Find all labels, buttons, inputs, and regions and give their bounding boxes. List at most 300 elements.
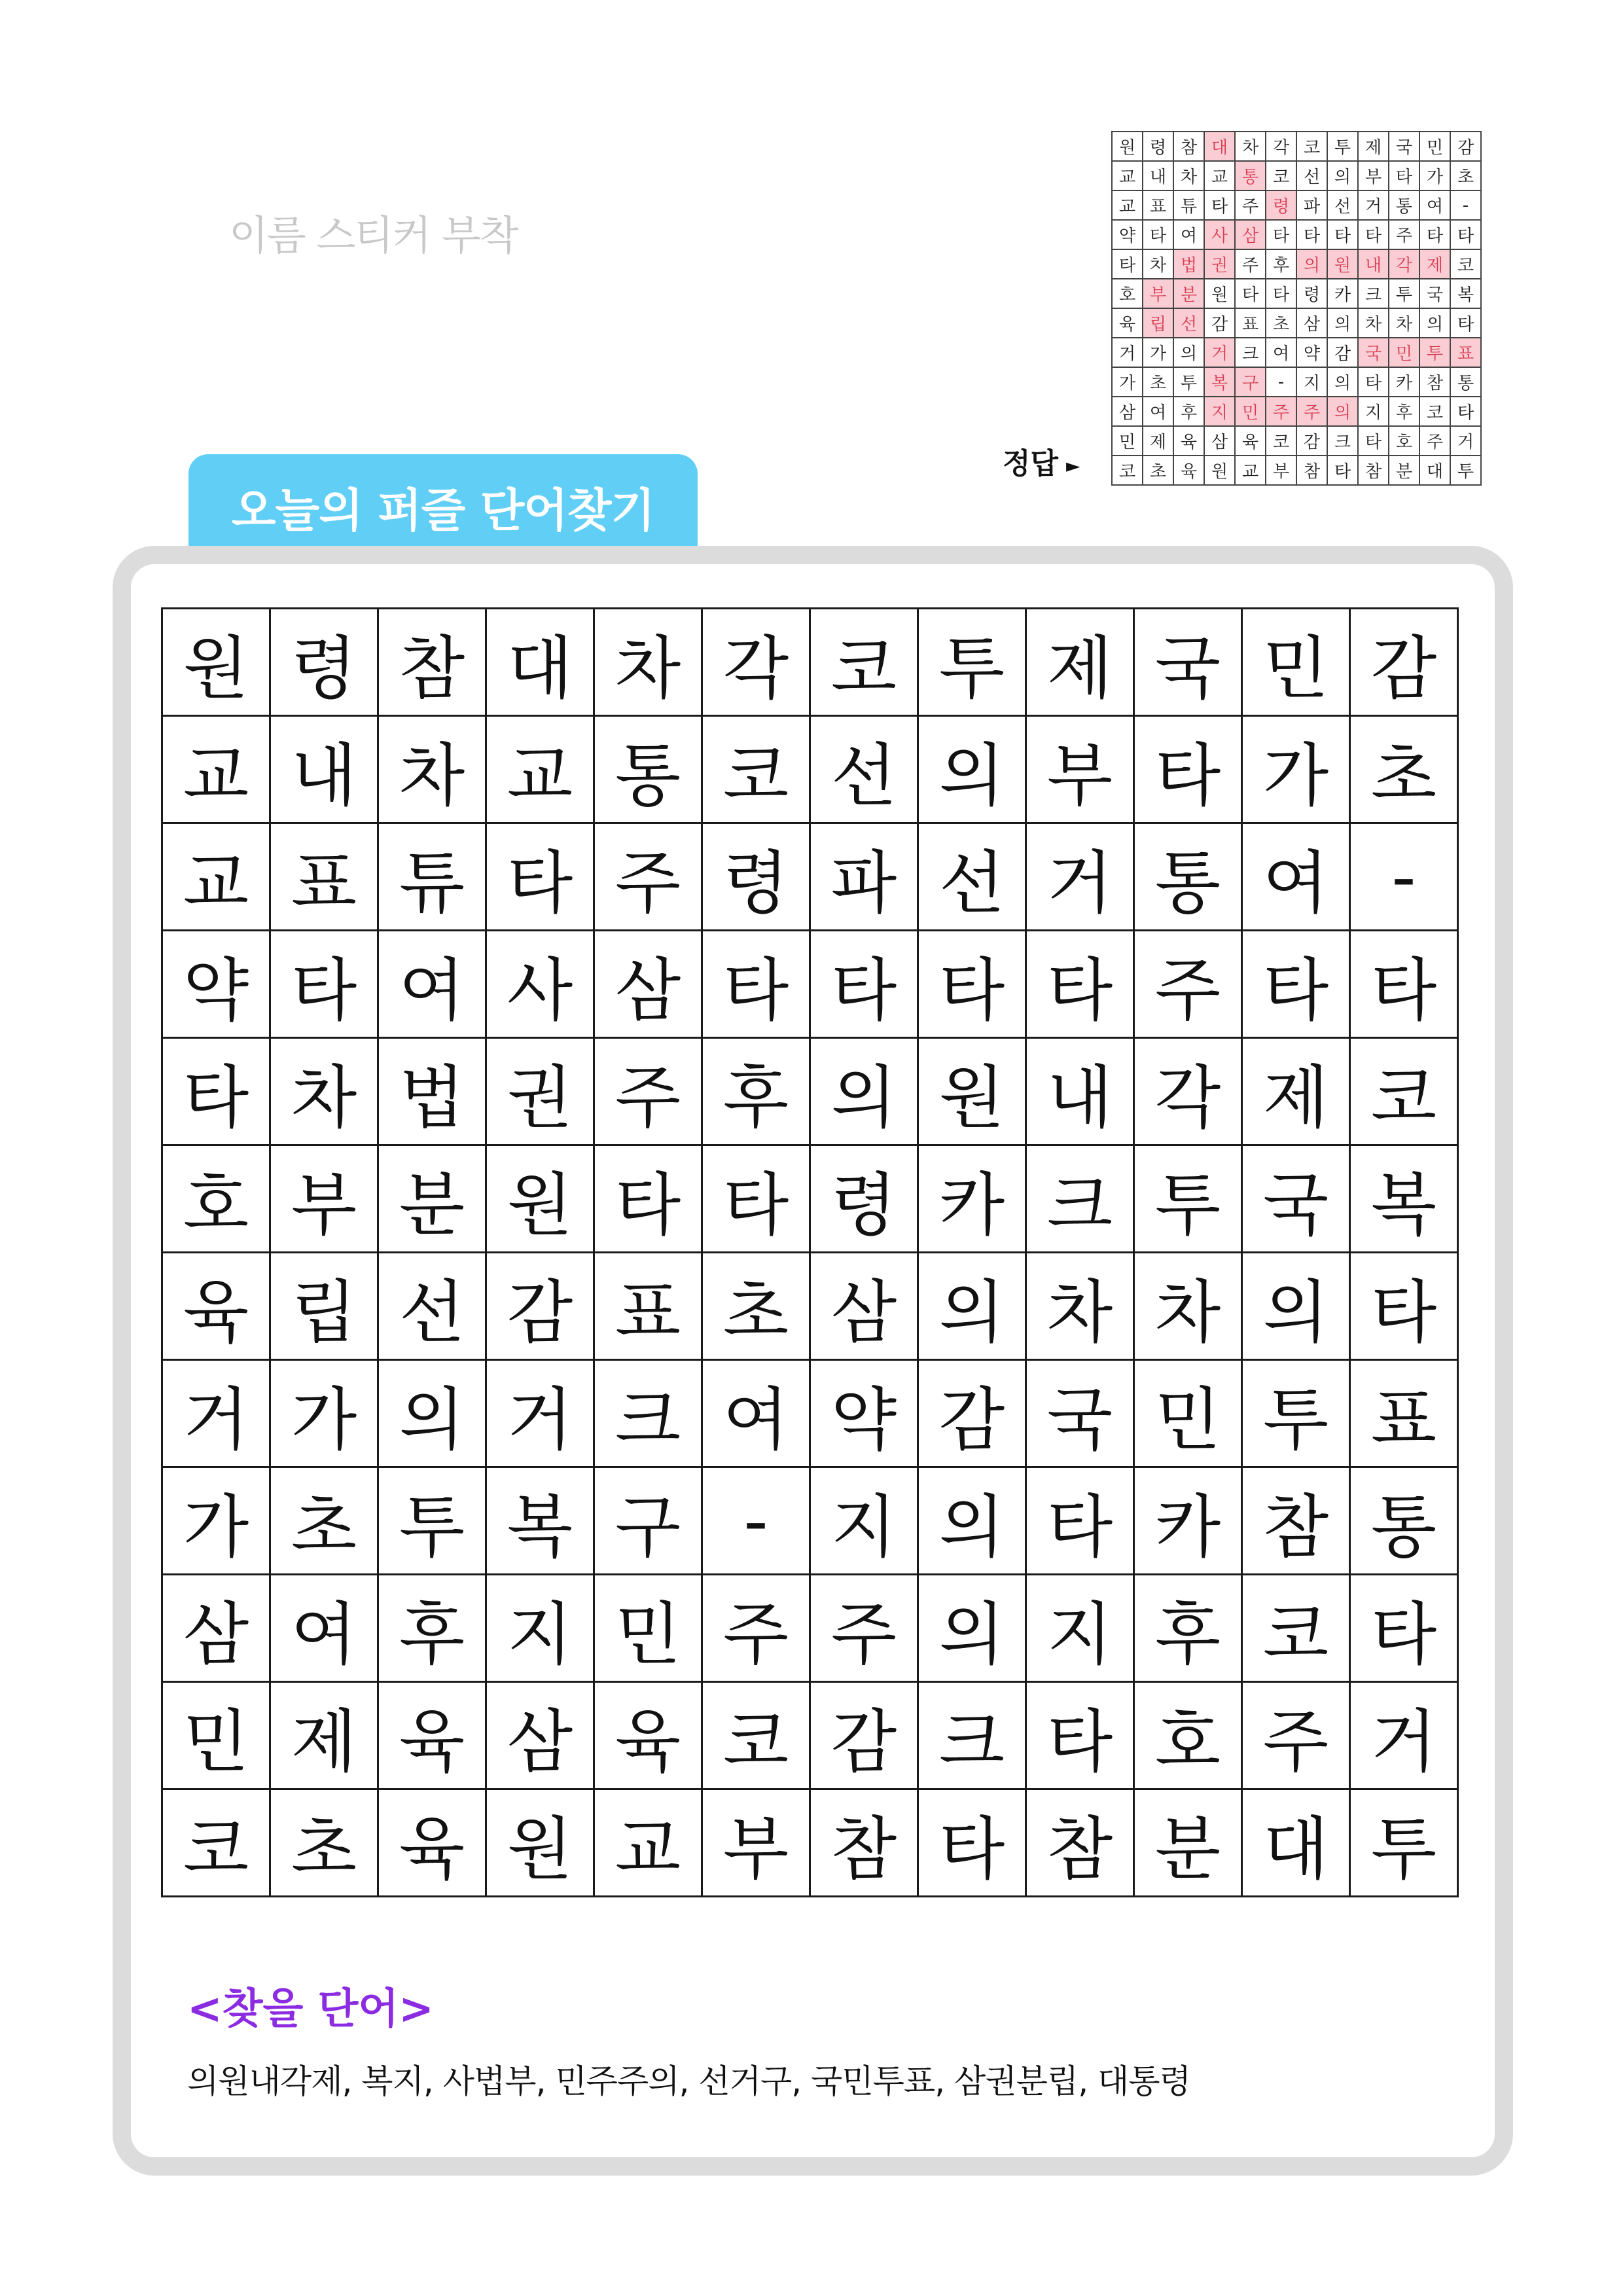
answer-grid-cell: 교 <box>1235 456 1266 485</box>
answer-grid-cell: 의 <box>1173 338 1204 367</box>
puzzle-grid-cell: 타 <box>594 1145 702 1253</box>
puzzle-grid-cell: 거 <box>1026 823 1134 931</box>
puzzle-grid-cell: 삼 <box>162 1575 270 1682</box>
answer-grid-cell: 지 <box>1296 367 1327 397</box>
puzzle-grid-cell: 육 <box>162 1253 270 1360</box>
answer-grid-row <box>1112 367 1481 397</box>
answer-grid-cell: 분 <box>1389 456 1419 485</box>
answer-grid-cell: 대 <box>1419 456 1450 485</box>
puzzle-grid-cell: 초 <box>270 1789 378 1897</box>
answer-grid-cell: 통 <box>1450 367 1481 397</box>
answer-grid-cell: 거 <box>1204 338 1235 367</box>
answer-grid-cell: 립 <box>1143 308 1173 338</box>
answer-grid-cell: 여 <box>1266 338 1296 367</box>
answer-grid-cell: - <box>1450 190 1481 220</box>
answer-grid-cell: - <box>1266 367 1296 397</box>
answer-grid-cell: 의 <box>1419 308 1450 338</box>
puzzle-grid-cell: 크 <box>918 1682 1026 1789</box>
puzzle-grid-row <box>162 1682 1458 1789</box>
answer-grid-cell: 타 <box>1204 190 1235 220</box>
answer-grid-cell: 가 <box>1112 367 1143 397</box>
puzzle-grid-cell: 차 <box>270 1038 378 1145</box>
puzzle-grid-cell: 초 <box>1350 716 1458 823</box>
answer-grid-cell: 초 <box>1143 367 1173 397</box>
answer-grid-cell: 령 <box>1296 279 1327 308</box>
answer-label <box>1003 440 1080 482</box>
answer-grid-cell: 각 <box>1389 249 1419 279</box>
answer-grid-cell: 타 <box>1235 279 1266 308</box>
answer-grid-cell: 권 <box>1204 249 1235 279</box>
puzzle-grid-cell: 호 <box>162 1145 270 1253</box>
answer-grid-cell: 제 <box>1143 426 1173 456</box>
answer-grid-cell: 법 <box>1173 249 1204 279</box>
answer-grid-cell: 차 <box>1235 132 1266 161</box>
answer-grid-cell: 의 <box>1296 249 1327 279</box>
answer-grid-cell: 의 <box>1327 161 1358 190</box>
puzzle-grid-cell: 주 <box>594 1038 702 1145</box>
puzzle-grid-cell: 참 <box>810 1789 918 1897</box>
puzzle-grid-cell: 지 <box>810 1467 918 1575</box>
answer-grid-cell: 타 <box>1419 220 1450 249</box>
puzzle-grid-cell: 코 <box>702 716 810 823</box>
puzzle-grid-cell: 타 <box>486 823 594 931</box>
answer-grid-cell: 크 <box>1327 426 1358 456</box>
answer-grid-cell: 타 <box>1389 161 1419 190</box>
answer-grid-cell: 의 <box>1327 308 1358 338</box>
puzzle-grid-cell: 감 <box>918 1360 1026 1467</box>
answer-grid-cell: 국 <box>1389 132 1419 161</box>
answer-grid-cell: 원 <box>1204 456 1235 485</box>
answer-grid-cell: 거 <box>1112 338 1143 367</box>
puzzle-grid-cell: 차 <box>1026 1253 1134 1360</box>
puzzle-grid-cell: 복 <box>1350 1145 1458 1253</box>
puzzle-grid-cell: 각 <box>1134 1038 1242 1145</box>
answer-grid-cell: 거 <box>1450 426 1481 456</box>
puzzle-grid-cell: 투 <box>378 1467 486 1575</box>
puzzle-grid-cell: 지 <box>486 1575 594 1682</box>
answer-grid-cell: 차 <box>1143 249 1173 279</box>
answer-grid-cell: 카 <box>1389 367 1419 397</box>
answer-grid-cell: 초 <box>1450 161 1481 190</box>
answer-grid-cell: 복 <box>1450 279 1481 308</box>
answer-grid-cell: 분 <box>1173 279 1204 308</box>
answer-grid-cell: 원 <box>1204 279 1235 308</box>
answer-grid-cell: 의 <box>1327 367 1358 397</box>
puzzle-grid-cell: 카 <box>1134 1467 1242 1575</box>
answer-grid-cell: 약 <box>1296 338 1327 367</box>
answer-grid-row <box>1112 132 1481 161</box>
puzzle-grid-cell: 사 <box>486 931 594 1038</box>
puzzle-grid-cell: 의 <box>1242 1253 1350 1360</box>
puzzle-grid-cell: 국 <box>1026 1360 1134 1467</box>
puzzle-grid-cell: 타 <box>702 931 810 1038</box>
puzzle-grid-cell: 원 <box>162 609 270 716</box>
puzzle-grid-cell: 거 <box>162 1360 270 1467</box>
puzzle-grid-cell: 교 <box>594 1789 702 1897</box>
puzzle-grid-cell: 타 <box>1026 1467 1134 1575</box>
puzzle-grid-cell: 의 <box>918 1575 1026 1682</box>
puzzle-grid-cell: 령 <box>702 823 810 931</box>
puzzle-grid-cell: 삼 <box>594 931 702 1038</box>
puzzle-grid-cell: 의 <box>810 1038 918 1145</box>
words-list: 의원내각제, 복지, 사법부, 민주주의, 선거구, 국민투표, 삼권분립, 대통령 <box>187 2062 1190 2100</box>
puzzle-grid-cell: 타 <box>810 931 918 1038</box>
puzzle-grid-cell: 교 <box>162 716 270 823</box>
puzzle-grid-cell: 선 <box>378 1253 486 1360</box>
answer-grid-cell: 투 <box>1389 279 1419 308</box>
puzzle-grid-cell: 민 <box>594 1575 702 1682</box>
answer-grid-cell: 교 <box>1204 161 1235 190</box>
puzzle-grid-cell: 주 <box>702 1575 810 1682</box>
puzzle-grid-cell: 분 <box>1134 1789 1242 1897</box>
answer-grid-row <box>1112 190 1481 220</box>
answer-grid-cell: 약 <box>1112 220 1143 249</box>
answer-grid-cell: 타 <box>1327 220 1358 249</box>
puzzle-grid-cell: 대 <box>486 609 594 716</box>
answer-grid-cell: 타 <box>1143 220 1173 249</box>
answer-grid-cell: 삼 <box>1204 426 1235 456</box>
answer-grid-cell: 표 <box>1235 308 1266 338</box>
answer-grid-cell: 교 <box>1112 161 1143 190</box>
puzzle-grid-cell: 교 <box>162 823 270 931</box>
puzzle-grid-cell: 후 <box>1134 1575 1242 1682</box>
puzzle-grid-row <box>162 609 1458 716</box>
puzzle-grid-cell: 민 <box>162 1682 270 1789</box>
answer-grid-cell: 교 <box>1112 190 1143 220</box>
puzzle-grid-cell: 여 <box>378 931 486 1038</box>
puzzle-grid-cell: 육 <box>594 1682 702 1789</box>
puzzle-grid-cell: 령 <box>270 609 378 716</box>
puzzle-grid-cell: 참 <box>1242 1467 1350 1575</box>
puzzle-grid-cell: 육 <box>378 1682 486 1789</box>
answer-grid-cell: 호 <box>1389 426 1419 456</box>
puzzle-grid-cell: 통 <box>594 716 702 823</box>
puzzle-grid-cell: 대 <box>1242 1789 1350 1897</box>
answer-grid-cell: 선 <box>1173 308 1204 338</box>
puzzle-grid-cell: - <box>1350 823 1458 931</box>
puzzle-grid-cell: 제 <box>270 1682 378 1789</box>
answer-grid-cell: 감 <box>1327 338 1358 367</box>
answer-grid-cell: 투 <box>1450 456 1481 485</box>
answer-grid-cell: 원 <box>1112 132 1143 161</box>
answer-grid-row <box>1112 426 1481 456</box>
puzzle-grid-cell: 초 <box>702 1253 810 1360</box>
puzzle-grid-cell: 지 <box>1026 1575 1134 1682</box>
answer-grid-cell: 타 <box>1266 279 1296 308</box>
puzzle-grid-row <box>162 1253 1458 1360</box>
answer-grid-cell: 부 <box>1143 279 1173 308</box>
answer-grid-cell: 민 <box>1389 338 1419 367</box>
puzzle-grid-cell: 의 <box>918 1467 1026 1575</box>
answer-grid-row <box>1112 161 1481 190</box>
puzzle-grid-cell: 선 <box>810 716 918 823</box>
puzzle-grid-cell: 의 <box>378 1360 486 1467</box>
puzzle-grid-cell: 타 <box>1134 716 1242 823</box>
answer-grid-cell: 원 <box>1327 249 1358 279</box>
answer-grid-cell: 여 <box>1419 190 1450 220</box>
answer-grid-cell: 표 <box>1450 338 1481 367</box>
answer-grid-row <box>1112 397 1481 426</box>
puzzle-grid-cell: 참 <box>378 609 486 716</box>
answer-grid-cell: 각 <box>1266 132 1296 161</box>
answer-key-grid <box>1111 131 1482 486</box>
answer-grid-cell: 초 <box>1266 308 1296 338</box>
puzzle-grid-row <box>162 1789 1458 1897</box>
words-heading: <찾을 단어> <box>187 1985 434 2034</box>
answer-grid-cell: 가 <box>1419 161 1450 190</box>
answer-grid-cell: 내 <box>1143 161 1173 190</box>
answer-label-text: 정답 <box>1003 447 1059 480</box>
puzzle-grid-cell: 차 <box>1134 1253 1242 1360</box>
puzzle-grid-cell: 주 <box>1134 931 1242 1038</box>
answer-grid-cell: 가 <box>1143 338 1173 367</box>
puzzle-grid-cell: 초 <box>270 1467 378 1575</box>
puzzle-grid-cell: 표 <box>594 1253 702 1360</box>
puzzle-grid-cell: 복 <box>486 1467 594 1575</box>
puzzle-grid-row <box>162 1575 1458 1682</box>
answer-grid-cell: 후 <box>1389 397 1419 426</box>
puzzle-grid-cell: 타 <box>1026 1682 1134 1789</box>
puzzle-grid-cell: 감 <box>810 1682 918 1789</box>
puzzle-grid-cell: 거 <box>1350 1682 1458 1789</box>
puzzle-grid-cell: 주 <box>1242 1682 1350 1789</box>
answer-grid-cell: 주 <box>1266 397 1296 426</box>
puzzle-grid-cell: 타 <box>270 931 378 1038</box>
answer-grid-cell: 통 <box>1235 161 1266 190</box>
puzzle-grid-cell: 립 <box>270 1253 378 1360</box>
puzzle-grid-row <box>162 1145 1458 1253</box>
answer-grid-cell: 육 <box>1173 456 1204 485</box>
answer-grid-cell: 코 <box>1419 397 1450 426</box>
puzzle-grid-cell: 감 <box>1350 609 1458 716</box>
puzzle-grid-cell: 타 <box>1350 931 1458 1038</box>
puzzle-grid-cell: 표 <box>1350 1360 1458 1467</box>
puzzle-grid-cell: 후 <box>378 1575 486 1682</box>
puzzle-grid-cell: - <box>702 1467 810 1575</box>
answer-grid-cell: 투 <box>1327 132 1358 161</box>
puzzle-grid-cell: 호 <box>1134 1682 1242 1789</box>
puzzle-grid-cell: 부 <box>702 1789 810 1897</box>
answer-grid-cell: 민 <box>1112 426 1143 456</box>
puzzle-grid-cell: 분 <box>378 1145 486 1253</box>
answer-grid-cell: 후 <box>1173 397 1204 426</box>
answer-grid-cell: 삼 <box>1112 397 1143 426</box>
answer-grid-cell: 타 <box>1450 397 1481 426</box>
answer-grid-cell: 투 <box>1419 338 1450 367</box>
answer-grid-cell: 통 <box>1389 190 1419 220</box>
answer-grid-row <box>1112 308 1481 338</box>
puzzle-grid-cell: 차 <box>594 609 702 716</box>
puzzle-grid-cell: 가 <box>162 1467 270 1575</box>
puzzle-grid-cell: 여 <box>702 1360 810 1467</box>
puzzle-grid-cell: 민 <box>1134 1360 1242 1467</box>
puzzle-grid-cell: 삼 <box>810 1253 918 1360</box>
puzzle-grid-cell: 차 <box>378 716 486 823</box>
arrow-right-icon: ► <box>1066 454 1080 476</box>
puzzle-grid-cell: 부 <box>270 1145 378 1253</box>
answer-grid-cell: 초 <box>1143 456 1173 485</box>
answer-grid-cell: 선 <box>1296 161 1327 190</box>
answer-grid-cell: 코 <box>1296 132 1327 161</box>
puzzle-grid-row <box>162 716 1458 823</box>
answer-grid-cell: 크 <box>1235 338 1266 367</box>
answer-grid-cell: 타 <box>1450 308 1481 338</box>
answer-grid-cell: 감 <box>1296 426 1327 456</box>
puzzle-grid-cell: 타 <box>162 1038 270 1145</box>
answer-grid-cell: 주 <box>1389 220 1419 249</box>
puzzle-title: 오늘의 퍼즐 단어찾기 <box>231 484 655 537</box>
puzzle-grid-cell: 타 <box>1350 1575 1458 1682</box>
puzzle-grid-cell: 거 <box>486 1360 594 1467</box>
puzzle-grid-cell: 령 <box>810 1145 918 1253</box>
puzzle-grid-cell: 타 <box>1026 931 1134 1038</box>
answer-grid-cell: 의 <box>1327 397 1358 426</box>
answer-grid-cell: 육 <box>1112 308 1143 338</box>
puzzle-grid-cell: 국 <box>1134 609 1242 716</box>
answer-grid-cell: 국 <box>1419 279 1450 308</box>
answer-grid-cell: 타 <box>1358 367 1389 397</box>
answer-grid-cell: 참 <box>1296 456 1327 485</box>
puzzle-grid-row <box>162 931 1458 1038</box>
answer-grid-cell: 타 <box>1358 220 1389 249</box>
puzzle-grid-row <box>162 823 1458 931</box>
answer-grid-cell: 타 <box>1327 456 1358 485</box>
answer-grid-cell: 차 <box>1173 161 1204 190</box>
puzzle-grid-cell: 코 <box>1242 1575 1350 1682</box>
puzzle-grid-cell: 의 <box>918 716 1026 823</box>
answer-grid-cell: 제 <box>1358 132 1389 161</box>
puzzle-grid-cell: 크 <box>1026 1145 1134 1253</box>
puzzle-grid-row <box>162 1038 1458 1145</box>
answer-grid-cell: 표 <box>1143 190 1173 220</box>
answer-grid-cell: 타 <box>1450 220 1481 249</box>
answer-grid-cell: 육 <box>1173 426 1204 456</box>
answer-grid-cell: 복 <box>1204 367 1235 397</box>
answer-grid-cell: 부 <box>1358 161 1389 190</box>
answer-grid-row <box>1112 338 1481 367</box>
answer-grid-cell: 제 <box>1419 249 1450 279</box>
answer-grid-cell: 삼 <box>1235 220 1266 249</box>
puzzle-grid-cell: 내 <box>270 716 378 823</box>
puzzle-grid-cell: 통 <box>1350 1467 1458 1575</box>
puzzle-grid-cell: 튜 <box>378 823 486 931</box>
answer-grid-cell: 파 <box>1296 190 1327 220</box>
answer-grid-cell: 호 <box>1112 279 1143 308</box>
puzzle-grid-cell: 여 <box>1242 823 1350 931</box>
answer-grid-cell: 후 <box>1266 249 1296 279</box>
puzzle-grid-cell: 의 <box>918 1253 1026 1360</box>
puzzle-grid-cell: 타 <box>1242 931 1350 1038</box>
puzzle-grid-cell: 주 <box>810 1575 918 1682</box>
answer-grid-cell: 감 <box>1450 132 1481 161</box>
puzzle-grid-cell: 부 <box>1026 716 1134 823</box>
answer-grid-cell: 지 <box>1204 397 1235 426</box>
puzzle-grid-cell: 원 <box>486 1789 594 1897</box>
answer-grid-cell: 내 <box>1358 249 1389 279</box>
word-search-grid <box>161 607 1459 1897</box>
answer-grid-cell: 주 <box>1296 397 1327 426</box>
puzzle-grid-cell: 타 <box>1350 1253 1458 1360</box>
answer-grid-cell: 크 <box>1358 279 1389 308</box>
puzzle-grid-cell: 타 <box>702 1145 810 1253</box>
puzzle-grid-row <box>162 1467 1458 1575</box>
puzzle-grid-row <box>162 1360 1458 1467</box>
puzzle-grid-cell: 타 <box>918 931 1026 1038</box>
answer-grid-cell: 감 <box>1204 308 1235 338</box>
answer-grid-cell: 투 <box>1173 367 1204 397</box>
puzzle-grid-cell: 교 <box>486 716 594 823</box>
answer-grid-cell: 타 <box>1112 249 1143 279</box>
puzzle-grid-cell: 구 <box>594 1467 702 1575</box>
puzzle-grid-cell: 타 <box>918 1789 1026 1897</box>
puzzle-grid-cell: 가 <box>1242 716 1350 823</box>
answer-grid-row <box>1112 456 1481 485</box>
puzzle-grid-cell: 후 <box>702 1038 810 1145</box>
puzzle-grid-cell: 투 <box>1242 1360 1350 1467</box>
puzzle-grid-cell: 민 <box>1242 609 1350 716</box>
puzzle-grid-cell: 각 <box>702 609 810 716</box>
puzzle-grid-cell: 원 <box>918 1038 1026 1145</box>
answer-grid-cell: 부 <box>1266 456 1296 485</box>
puzzle-grid-cell: 크 <box>594 1360 702 1467</box>
answer-grid-cell: 주 <box>1235 249 1266 279</box>
answer-grid-cell: 주 <box>1419 426 1450 456</box>
answer-grid-cell: 카 <box>1327 279 1358 308</box>
answer-grid-cell: 타 <box>1358 426 1389 456</box>
puzzle-grid-cell: 투 <box>1134 1145 1242 1253</box>
puzzle-grid-cell: 국 <box>1242 1145 1350 1253</box>
name-sticker-placeholder: 이름 스티커 부착 <box>229 211 518 259</box>
answer-grid-cell: 튜 <box>1173 190 1204 220</box>
puzzle-grid-cell: 투 <box>1350 1789 1458 1897</box>
puzzle-grid-cell: 삼 <box>486 1682 594 1789</box>
answer-grid-cell: 주 <box>1235 190 1266 220</box>
puzzle-grid-cell: 약 <box>162 931 270 1038</box>
answer-grid-cell: 거 <box>1358 190 1389 220</box>
puzzle-grid-cell: 코 <box>702 1682 810 1789</box>
answer-grid-cell: 참 <box>1173 132 1204 161</box>
puzzle-grid-cell: 제 <box>1242 1038 1350 1145</box>
puzzle-grid-cell: 참 <box>1026 1789 1134 1897</box>
answer-grid-cell: 민 <box>1235 397 1266 426</box>
answer-grid-cell: 구 <box>1235 367 1266 397</box>
answer-grid-cell: 코 <box>1266 161 1296 190</box>
puzzle-grid-cell: 코 <box>810 609 918 716</box>
answer-grid-cell: 타 <box>1266 220 1296 249</box>
answer-grid-cell: 사 <box>1204 220 1235 249</box>
puzzle-grid-cell: 투 <box>918 609 1026 716</box>
answer-grid-cell: 여 <box>1173 220 1204 249</box>
puzzle-grid-cell: 카 <box>918 1145 1026 1253</box>
answer-grid-cell: 선 <box>1327 190 1358 220</box>
answer-grid-cell: 코 <box>1266 426 1296 456</box>
answer-grid-cell: 대 <box>1204 132 1235 161</box>
puzzle-grid-cell: 파 <box>810 823 918 931</box>
answer-grid-cell: 지 <box>1358 397 1389 426</box>
answer-grid-cell: 타 <box>1296 220 1327 249</box>
puzzle-grid-cell: 권 <box>486 1038 594 1145</box>
puzzle-grid-cell: 가 <box>270 1360 378 1467</box>
puzzle-grid-cell: 육 <box>378 1789 486 1897</box>
puzzle-grid-cell: 코 <box>1350 1038 1458 1145</box>
answer-grid-row <box>1112 220 1481 249</box>
puzzle-grid-cell: 제 <box>1026 609 1134 716</box>
puzzle-grid-cell: 감 <box>486 1253 594 1360</box>
puzzle-grid-cell: 코 <box>162 1789 270 1897</box>
answer-grid-row <box>1112 249 1481 279</box>
answer-grid-cell: 코 <box>1450 249 1481 279</box>
puzzle-grid-cell: 약 <box>810 1360 918 1467</box>
